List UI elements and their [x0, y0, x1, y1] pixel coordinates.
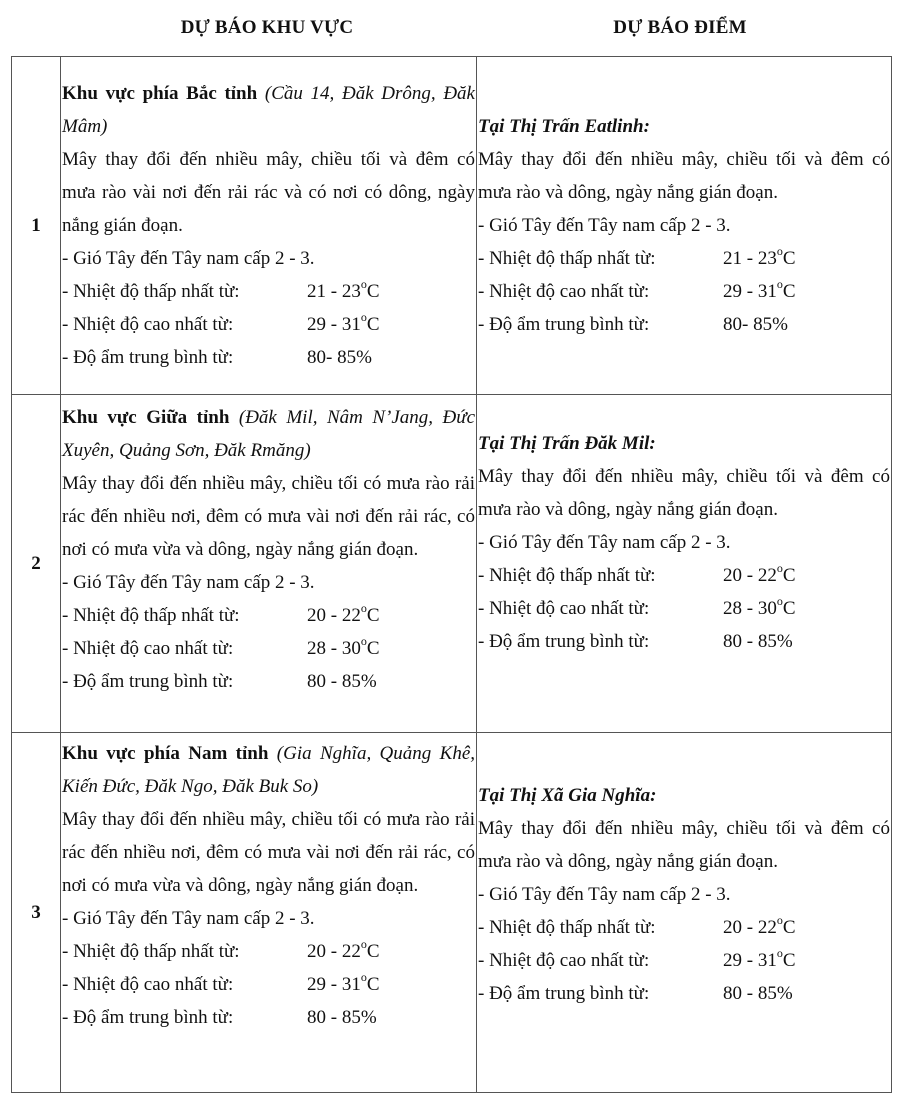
humidity-line: - Độ ẩm trung bình từ: 80 - 85%: [478, 631, 793, 652]
area-description: Mây thay đổi đến nhiều mây, chiều tối có mưa rào rải rác đến nhiều nơi, đêm có mưa vài nơi đến rải rác, có nơi có mưa vừa và dông, ngày nắng gián đoạn.: [62, 473, 475, 560]
area-title: Khu vực phía Bắc tỉnh (Cầu 14, Đăk Drông, Đăk Mâm): [62, 83, 475, 137]
temp-min-line: - Nhiệt độ thấp nhất từ: 20 - 22$^o$C: [478, 560, 796, 586]
temp-max-line: - Nhiệt độ cao nhất từ: 28 - 30$^o$C: [478, 593, 796, 619]
area-description: Mây thay đổi đến nhiều mây, chiều tối và đêm có mưa rào vài nơi đến rải rác và có nơi có dông, ngày nắng gián đoạn.: [62, 149, 475, 236]
point-forecast-cell: [477, 733, 892, 1093]
wind-text: - Gió Tây đến Tây nam cấp 2 - 3.: [62, 572, 315, 593]
wind-text: - Gió Tây đến Tây nam cấp 2 - 3.: [62, 908, 315, 929]
row-number: 3: [12, 733, 61, 1093]
temp-max-line: - Nhiệt độ cao nhất từ: 29 - 31$^o$C: [478, 276, 796, 302]
temp-max-line: - Nhiệt độ cao nhất từ: 29 - 31$^o$C: [62, 309, 380, 335]
table-row: [12, 733, 892, 1093]
point-title: Tại Thị Xã Gia Nghĩa:: [478, 785, 657, 806]
point-description: Mây thay đổi đến nhiều mây, chiều tối và đêm có mưa rào và dông, ngày nắng gián đoạn.: [478, 466, 890, 520]
wind-text: - Gió Tây đến Tây nam cấp 2 - 3.: [478, 884, 731, 905]
row-number: 2: [12, 395, 61, 733]
point-description: Mây thay đổi đến nhiều mây, chiều tối và đêm có mưa rào và dông, ngày nắng gián đoạn.: [478, 818, 890, 872]
temp-min-line: - Nhiệt độ thấp nhất từ: 21 - 23$^o$C: [478, 243, 796, 269]
temp-max-line: - Nhiệt độ cao nhất từ: 28 - 30$^o$C: [62, 633, 380, 659]
humidity-line: - Độ ẩm trung bình từ: 80 - 85%: [62, 671, 377, 692]
humidity-line: - Độ ẩm trung bình từ: 80 - 85%: [478, 983, 793, 1004]
temp-min-line: - Nhiệt độ thấp nhất từ: 20 - 22$^o$C: [478, 912, 796, 938]
area-forecast-cell: [61, 395, 477, 733]
wind-text: - Gió Tây đến Tây nam cấp 2 - 3.: [62, 248, 315, 269]
forecast-table: [11, 56, 892, 1093]
point-title: Tại Thị Trấn Đăk Mil:: [478, 433, 656, 454]
temp-max-line: - Nhiệt độ cao nhất từ: 29 - 31$^o$C: [478, 945, 796, 971]
area-title: Khu vực Giữa tỉnh (Đăk Mil, Nâm N’Jang, Đức Xuyên, Quảng Sơn, Đăk Rmăng): [62, 407, 475, 461]
temp-min-line: - Nhiệt độ thấp nhất từ: 20 - 22$^o$C: [62, 936, 380, 962]
area-forecast-cell: [61, 733, 477, 1093]
point-forecast-cell: [477, 395, 892, 733]
humidity-line: - Độ ẩm trung bình từ: 80- 85%: [62, 347, 372, 368]
wind-text: - Gió Tây đến Tây nam cấp 2 - 3.: [478, 532, 731, 553]
area-forecast-cell: [61, 57, 477, 395]
humidity-line: - Độ ẩm trung bình từ: 80 - 85%: [62, 1007, 377, 1028]
area-title: Khu vực phía Nam tỉnh (Gia Nghĩa, Quảng Khê, Kiến Đức, Đăk Ngo, Đăk Buk So): [62, 743, 476, 797]
area-description: Mây thay đổi đến nhiều mây, chiều tối có mưa rào rải rác đến nhiều nơi, đêm có mưa vài nơi đến rải rác, có nơi có mưa vừa và dông, ngày nắng gián đoạn.: [62, 809, 475, 896]
table-row: [12, 57, 892, 395]
temp-max-line: - Nhiệt độ cao nhất từ: 29 - 31$^o$C: [62, 969, 380, 995]
temp-min-line: - Nhiệt độ thấp nhất từ: 20 - 22$^o$C: [62, 600, 380, 626]
header-area-forecast: DỰ BÁO KHU VỰC: [180, 17, 354, 38]
point-forecast-cell: [477, 57, 892, 395]
row-number: 1: [12, 57, 61, 395]
point-title: Tại Thị Trấn Eatlinh:: [478, 116, 650, 137]
point-description: Mây thay đổi đến nhiều mây, chiều tối và đêm có mưa rào và dông, ngày nắng gián đoạn.: [478, 149, 890, 203]
temp-min-line: - Nhiệt độ thấp nhất từ: 21 - 23$^o$C: [62, 276, 380, 302]
wind-text: - Gió Tây đến Tây nam cấp 2 - 3.: [478, 215, 731, 236]
header-point-forecast: DỰ BÁO ĐIỂM: [613, 17, 747, 38]
table-row: [12, 395, 892, 733]
humidity-line: - Độ ẩm trung bình từ: 80- 85%: [478, 314, 788, 335]
